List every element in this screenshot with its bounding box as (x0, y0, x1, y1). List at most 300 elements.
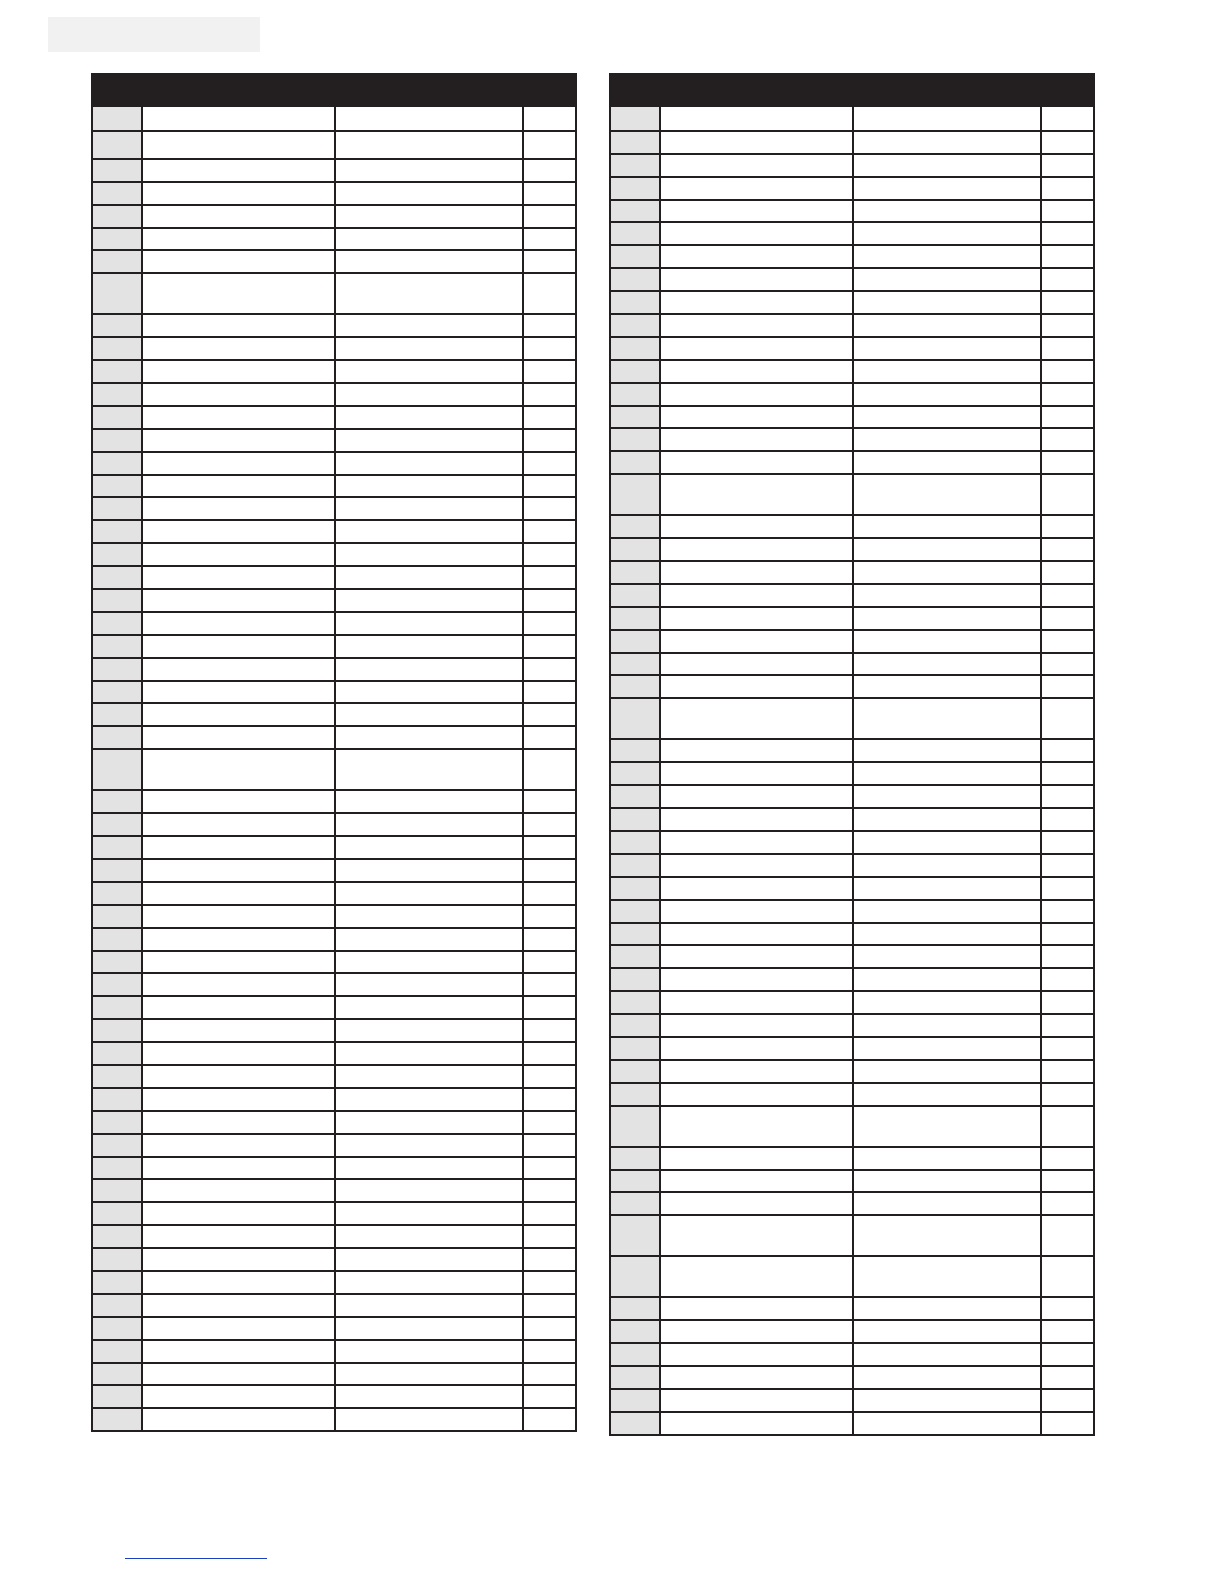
left-cell-col3 (334, 837, 522, 858)
right-cell-col4 (1040, 585, 1093, 606)
right-cell-col4 (1040, 763, 1093, 784)
left-cell-col1 (93, 860, 141, 881)
right-cell-col2 (659, 292, 852, 313)
left-cell-col3 (334, 1158, 522, 1179)
left-cell-col2 (141, 1158, 334, 1179)
left-cell-col3 (334, 906, 522, 927)
right-cell-col4 (1040, 901, 1093, 922)
left-table-row (93, 1293, 575, 1316)
right-cell-col4 (1040, 699, 1093, 738)
left-cell-col3 (334, 1295, 522, 1316)
right-cell-col1 (611, 676, 659, 697)
left-cell-col4 (522, 1226, 575, 1247)
left-table-row (93, 474, 575, 497)
left-cell-col4 (522, 107, 575, 130)
right-table-row (611, 697, 1093, 738)
right-table-row (611, 652, 1093, 675)
right-cell-col3 (852, 475, 1040, 514)
right-table-row (611, 922, 1093, 945)
left-cell-col4 (522, 315, 575, 336)
right-cell-col2 (659, 429, 852, 450)
right-cell-col1 (611, 878, 659, 899)
left-cell-col3 (334, 183, 522, 204)
left-cell-col4 (522, 206, 575, 227)
right-cell-col1 (611, 315, 659, 336)
right-cell-col1 (611, 246, 659, 267)
left-cell-col3 (334, 1089, 522, 1110)
right-table-row (611, 427, 1093, 450)
right-cell-col1 (611, 1171, 659, 1192)
right-table-row (611, 1191, 1093, 1214)
left-cell-col2 (141, 206, 334, 227)
right-cell-col2 (659, 878, 852, 899)
right-cell-col3 (852, 178, 1040, 199)
right-cell-col1 (611, 924, 659, 945)
left-cell-col2 (141, 1341, 334, 1362)
left-cell-col2 (141, 1135, 334, 1156)
left-cell-col2 (141, 590, 334, 611)
left-table-row (93, 634, 575, 657)
right-cell-col4 (1040, 786, 1093, 807)
right-cell-col4 (1040, 292, 1093, 313)
right-parts-table (609, 73, 1095, 1436)
left-table-row (93, 789, 575, 812)
left-cell-col1 (93, 1249, 141, 1270)
left-table-row (93, 130, 575, 158)
right-cell-col3 (852, 246, 1040, 267)
right-cell-col2 (659, 1038, 852, 1059)
left-cell-col1 (93, 1135, 141, 1156)
left-table-row (93, 519, 575, 542)
right-cell-col1 (611, 855, 659, 876)
right-cell-col2 (659, 1321, 852, 1342)
right-cell-col2 (659, 585, 852, 606)
right-cell-col4 (1040, 315, 1093, 336)
right-table-row (611, 244, 1093, 267)
right-cell-col1 (611, 155, 659, 176)
right-cell-col4 (1040, 832, 1093, 853)
right-cell-col2 (659, 1298, 852, 1319)
right-cell-col1 (611, 1344, 659, 1365)
left-cell-col4 (522, 1409, 575, 1430)
right-cell-col1 (611, 1298, 659, 1319)
right-cell-col2 (659, 315, 852, 336)
right-table-row (611, 583, 1093, 606)
right-table-row (611, 990, 1093, 1013)
left-cell-col4 (522, 338, 575, 359)
right-cell-col2 (659, 361, 852, 382)
left-cell-col2 (141, 952, 334, 973)
right-table-row (611, 130, 1093, 153)
left-cell-col1 (93, 636, 141, 657)
right-table-row (611, 221, 1093, 244)
right-cell-col4 (1040, 608, 1093, 629)
left-cell-col2 (141, 837, 334, 858)
right-cell-col2 (659, 809, 852, 830)
left-cell-col1 (93, 1318, 141, 1339)
left-table-row (93, 1384, 575, 1407)
right-cell-col3 (852, 292, 1040, 313)
right-cell-col2 (659, 924, 852, 945)
left-cell-col1 (93, 384, 141, 405)
left-cell-col1 (93, 727, 141, 748)
right-cell-col1 (611, 201, 659, 222)
left-cell-col2 (141, 1226, 334, 1247)
right-cell-col1 (611, 429, 659, 450)
left-cell-col2 (141, 682, 334, 703)
left-cell-col1 (93, 659, 141, 680)
right-cell-col3 (852, 809, 1040, 830)
left-cell-col1 (93, 183, 141, 204)
left-table-row (93, 1110, 575, 1133)
left-cell-col4 (522, 750, 575, 789)
left-cell-col1 (93, 1112, 141, 1133)
left-cell-col4 (522, 727, 575, 748)
left-cell-col1 (93, 1272, 141, 1293)
left-cell-col1 (93, 791, 141, 812)
right-cell-col4 (1040, 407, 1093, 428)
right-cell-col1 (611, 1084, 659, 1105)
left-table-row (93, 680, 575, 703)
left-cell-col3 (334, 1066, 522, 1087)
left-cell-col4 (522, 791, 575, 812)
right-cell-col4 (1040, 969, 1093, 990)
left-cell-col2 (141, 1409, 334, 1430)
left-cell-col1 (93, 883, 141, 904)
left-table-row (93, 748, 575, 789)
left-cell-col4 (522, 929, 575, 950)
right-cell-col2 (659, 562, 852, 583)
right-cell-col1 (611, 786, 659, 807)
right-table-row (611, 1105, 1093, 1146)
left-cell-col2 (141, 1249, 334, 1270)
left-cell-col3 (334, 1203, 522, 1224)
left-cell-col1 (93, 315, 141, 336)
left-cell-col4 (522, 1158, 575, 1179)
right-table-row (611, 313, 1093, 336)
right-cell-col4 (1040, 1107, 1093, 1146)
right-cell-col3 (852, 1413, 1040, 1434)
right-cell-col3 (852, 585, 1040, 606)
left-cell-col3 (334, 750, 522, 789)
left-cell-col3 (334, 1341, 522, 1362)
right-cell-col2 (659, 1413, 852, 1434)
left-table-row (93, 702, 575, 725)
left-cell-col2 (141, 1318, 334, 1339)
left-cell-col2 (141, 1089, 334, 1110)
right-cell-col4 (1040, 1321, 1093, 1342)
left-cell-col3 (334, 1020, 522, 1041)
left-cell-col1 (93, 1364, 141, 1385)
left-cell-col4 (522, 1135, 575, 1156)
left-table-row (93, 1316, 575, 1339)
left-cell-col1 (93, 1341, 141, 1362)
left-cell-col2 (141, 476, 334, 497)
right-cell-col2 (659, 516, 852, 537)
right-table-row (611, 1319, 1093, 1342)
left-cell-col3 (334, 727, 522, 748)
right-cell-col2 (659, 740, 852, 761)
left-table-row (93, 1339, 575, 1362)
left-cell-col4 (522, 567, 575, 588)
right-cell-col3 (852, 1193, 1040, 1214)
left-cell-col2 (141, 1203, 334, 1224)
left-table-row (93, 881, 575, 904)
left-cell-col1 (93, 682, 141, 703)
right-cell-col3 (852, 269, 1040, 290)
right-cell-col2 (659, 155, 852, 176)
right-table-row (611, 1059, 1093, 1082)
right-cell-col3 (852, 361, 1040, 382)
right-cell-col1 (611, 292, 659, 313)
left-cell-col3 (334, 476, 522, 497)
left-cell-col3 (334, 251, 522, 272)
right-table-row (611, 899, 1093, 922)
left-table-row (93, 835, 575, 858)
right-cell-col2 (659, 1216, 852, 1255)
left-cell-col3 (334, 1226, 522, 1247)
right-table-row (611, 1365, 1093, 1388)
left-cell-col3 (334, 952, 522, 973)
right-cell-col2 (659, 384, 852, 405)
left-cell-col4 (522, 1203, 575, 1224)
right-table-row (611, 1146, 1093, 1169)
left-cell-col1 (93, 476, 141, 497)
right-cell-col2 (659, 763, 852, 784)
left-table-row (93, 204, 575, 227)
left-cell-col3 (334, 1180, 522, 1201)
right-cell-col1 (611, 901, 659, 922)
left-cell-col4 (522, 251, 575, 272)
right-cell-col2 (659, 452, 852, 473)
right-table-row (611, 153, 1093, 176)
left-cell-col4 (522, 498, 575, 519)
left-table-row (93, 1133, 575, 1156)
left-cell-col1 (93, 251, 141, 272)
left-cell-col4 (522, 1020, 575, 1041)
right-cell-col4 (1040, 475, 1093, 514)
left-cell-col2 (141, 430, 334, 451)
right-cell-col2 (659, 178, 852, 199)
left-cell-col2 (141, 229, 334, 250)
right-table-row (611, 876, 1093, 899)
right-cell-col2 (659, 246, 852, 267)
left-cell-col3 (334, 521, 522, 542)
right-cell-col4 (1040, 1061, 1093, 1082)
right-cell-col1 (611, 516, 659, 537)
left-cell-col4 (522, 229, 575, 250)
right-cell-col1 (611, 1193, 659, 1214)
left-cell-col4 (522, 430, 575, 451)
left-cell-col3 (334, 860, 522, 881)
right-table-row (611, 629, 1093, 652)
right-cell-col2 (659, 338, 852, 359)
left-table-row (93, 428, 575, 451)
right-cell-col2 (659, 992, 852, 1013)
left-cell-col1 (93, 567, 141, 588)
left-cell-col4 (522, 1272, 575, 1293)
right-cell-col4 (1040, 1171, 1093, 1192)
left-cell-col2 (141, 338, 334, 359)
left-cell-col2 (141, 361, 334, 382)
left-cell-col4 (522, 997, 575, 1018)
right-cell-col1 (611, 969, 659, 990)
right-cell-col1 (611, 809, 659, 830)
right-cell-col3 (852, 946, 1040, 967)
right-table-row (611, 405, 1093, 428)
right-table-row (611, 1255, 1093, 1296)
right-cell-col2 (659, 1084, 852, 1105)
left-cell-col2 (141, 791, 334, 812)
left-cell-col2 (141, 1364, 334, 1385)
right-cell-col1 (611, 539, 659, 560)
right-cell-col3 (852, 1216, 1040, 1255)
right-cell-col2 (659, 832, 852, 853)
left-table-row (93, 313, 575, 336)
right-cell-col4 (1040, 452, 1093, 473)
left-cell-col2 (141, 727, 334, 748)
left-table-row (93, 496, 575, 519)
right-cell-col4 (1040, 562, 1093, 583)
right-cell-col2 (659, 1171, 852, 1192)
left-cell-col1 (93, 1203, 141, 1224)
right-table-row (611, 1013, 1093, 1036)
left-cell-col3 (334, 384, 522, 405)
right-cell-col2 (659, 539, 852, 560)
right-cell-col3 (852, 338, 1040, 359)
right-table-row (611, 537, 1093, 560)
right-cell-col1 (611, 1321, 659, 1342)
left-cell-col4 (522, 384, 575, 405)
left-cell-col3 (334, 1112, 522, 1133)
left-cell-col4 (522, 659, 575, 680)
right-cell-col1 (611, 1257, 659, 1296)
left-cell-col3 (334, 1043, 522, 1064)
left-table-row (93, 272, 575, 313)
right-table-row (611, 1388, 1093, 1411)
right-cell-col4 (1040, 1038, 1093, 1059)
left-table-row (93, 1178, 575, 1201)
right-cell-col1 (611, 223, 659, 244)
right-cell-col2 (659, 1107, 852, 1146)
left-cell-col1 (93, 229, 141, 250)
right-cell-col4 (1040, 223, 1093, 244)
right-cell-col4 (1040, 1390, 1093, 1411)
left-cell-col1 (93, 952, 141, 973)
left-cell-col2 (141, 544, 334, 565)
right-cell-col4 (1040, 740, 1093, 761)
left-cell-col2 (141, 160, 334, 181)
left-cell-col1 (93, 274, 141, 313)
right-cell-col4 (1040, 1216, 1093, 1255)
left-table-row (93, 1041, 575, 1064)
left-cell-col1 (93, 1226, 141, 1247)
right-table-row (611, 853, 1093, 876)
right-cell-col2 (659, 676, 852, 697)
left-cell-col3 (334, 361, 522, 382)
right-cell-col2 (659, 475, 852, 514)
left-cell-col3 (334, 407, 522, 428)
right-cell-col4 (1040, 1148, 1093, 1169)
right-cell-col4 (1040, 809, 1093, 830)
left-cell-col4 (522, 544, 575, 565)
right-table-row (611, 1296, 1093, 1319)
left-cell-col3 (334, 160, 522, 181)
left-cell-col3 (334, 315, 522, 336)
right-cell-col1 (611, 832, 659, 853)
left-table-row (93, 181, 575, 204)
right-cell-col3 (852, 1015, 1040, 1036)
left-cell-col3 (334, 498, 522, 519)
right-table-row (611, 560, 1093, 583)
left-cell-col4 (522, 682, 575, 703)
left-cell-col3 (334, 430, 522, 451)
right-cell-col1 (611, 1038, 659, 1059)
right-cell-col3 (852, 654, 1040, 675)
right-cell-col4 (1040, 1015, 1093, 1036)
left-cell-col3 (334, 338, 522, 359)
left-cell-col2 (141, 750, 334, 789)
left-cell-col3 (334, 929, 522, 950)
left-table-row (93, 588, 575, 611)
left-table-row (93, 1018, 575, 1041)
left-table-row (93, 995, 575, 1018)
left-cell-col3 (334, 274, 522, 313)
right-cell-col3 (852, 539, 1040, 560)
right-cell-col1 (611, 946, 659, 967)
left-cell-col4 (522, 132, 575, 158)
left-cell-col3 (334, 1386, 522, 1407)
left-cell-col4 (522, 1249, 575, 1270)
left-cell-col4 (522, 883, 575, 904)
left-table-row (93, 158, 575, 181)
left-cell-col2 (141, 659, 334, 680)
right-table-row (611, 674, 1093, 697)
left-table-row (93, 1224, 575, 1247)
right-cell-col4 (1040, 878, 1093, 899)
right-cell-col2 (659, 631, 852, 652)
footer-link-underline[interactable] (125, 1558, 267, 1559)
left-cell-col4 (522, 407, 575, 428)
right-cell-col3 (852, 407, 1040, 428)
left-table-row (93, 812, 575, 835)
right-cell-col3 (852, 562, 1040, 583)
left-cell-col1 (93, 704, 141, 725)
right-cell-col2 (659, 107, 852, 130)
left-cell-col1 (93, 1043, 141, 1064)
left-cell-col3 (334, 1318, 522, 1339)
right-table-row (611, 290, 1093, 313)
left-cell-col2 (141, 274, 334, 313)
left-cell-col4 (522, 1295, 575, 1316)
left-cell-col1 (93, 206, 141, 227)
right-cell-col2 (659, 1390, 852, 1411)
left-cell-col1 (93, 929, 141, 950)
left-cell-col3 (334, 229, 522, 250)
left-cell-col4 (522, 476, 575, 497)
right-cell-col2 (659, 608, 852, 629)
right-cell-col1 (611, 740, 659, 761)
left-cell-col3 (334, 132, 522, 158)
right-cell-col4 (1040, 384, 1093, 405)
left-table-row (93, 405, 575, 428)
left-cell-col2 (141, 407, 334, 428)
right-table-row (611, 1342, 1093, 1365)
right-cell-col4 (1040, 516, 1093, 537)
right-table-row (611, 359, 1093, 382)
left-cell-col3 (334, 613, 522, 634)
right-table-row (611, 830, 1093, 853)
